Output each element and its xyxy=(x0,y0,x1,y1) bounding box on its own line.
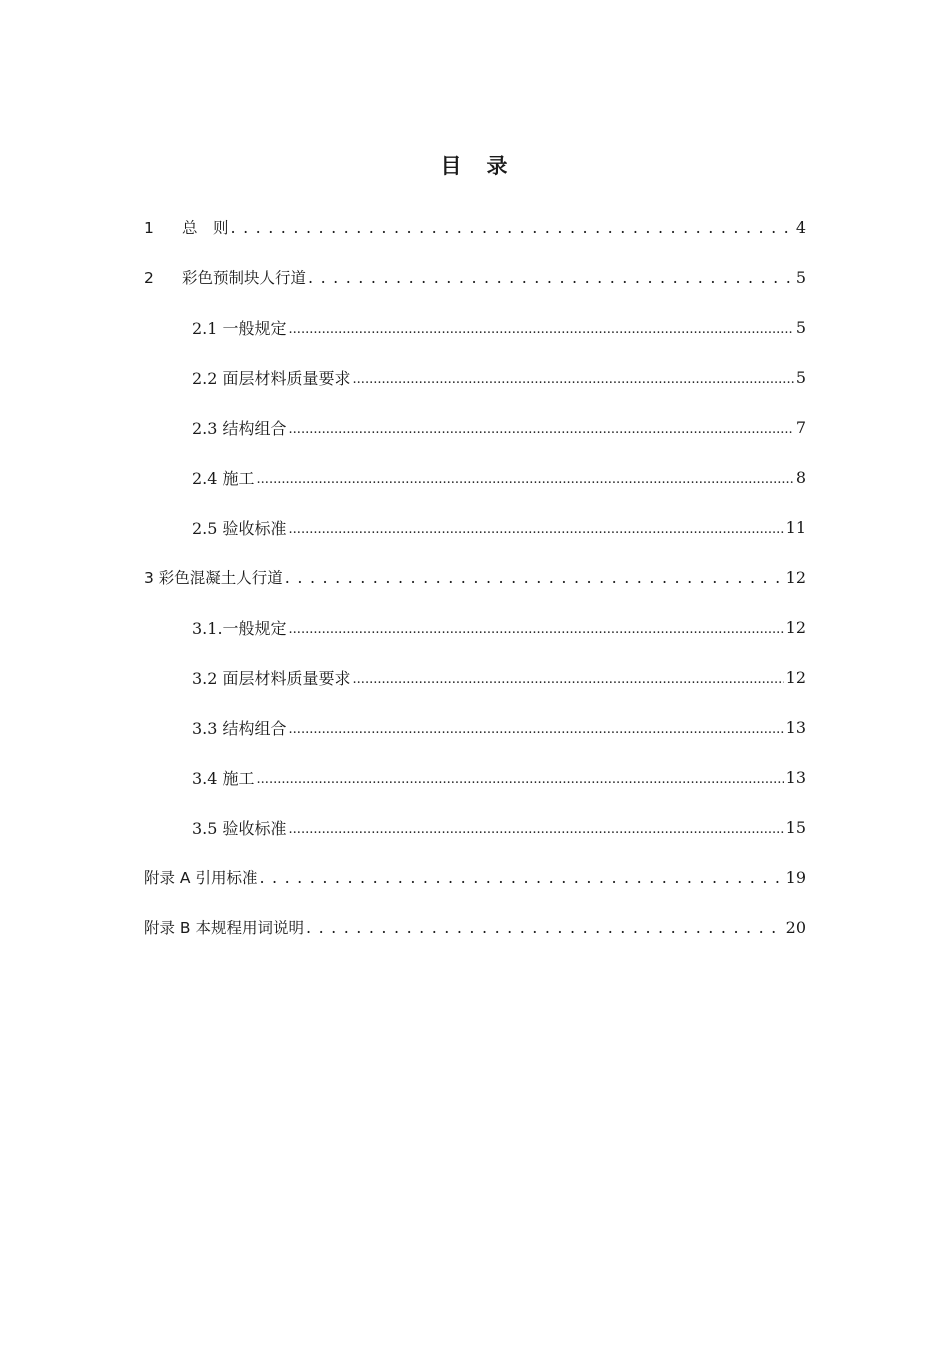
dot-leader xyxy=(289,818,784,837)
toc-entry-page: 15 xyxy=(785,817,806,837)
dot-leader xyxy=(257,468,794,487)
toc-entry-3-4[interactable] xyxy=(144,752,806,802)
dot-leader xyxy=(289,318,794,337)
dot-leader xyxy=(289,418,794,437)
toc-entry-page: 12 xyxy=(785,667,806,687)
toc-entry-appendix-b[interactable] xyxy=(144,902,806,952)
toc-entry-label: 附录 A 引用标准 xyxy=(144,869,258,887)
toc-entry-page: 19 xyxy=(785,867,806,887)
toc-entry-3-2[interactable] xyxy=(144,652,806,702)
toc-entry-2-5[interactable] xyxy=(144,502,806,552)
dot-leader xyxy=(353,368,794,387)
toc-entry-number: 2 xyxy=(144,269,154,287)
toc-entry-label: 3.4 施工 xyxy=(192,768,255,788)
toc-entry-label: 3.2 面层材料质量要求 xyxy=(192,668,351,688)
dot-leader xyxy=(231,218,794,237)
toc-entry-number: 1 xyxy=(144,219,154,237)
toc-entry-2[interactable] xyxy=(144,252,806,302)
toc-entry-1[interactable] xyxy=(144,202,806,252)
toc-entry-label: 3 彩色混凝土人行道 xyxy=(144,569,283,587)
page-title: 目 录 xyxy=(440,154,510,178)
toc-entry-page: 5 xyxy=(795,317,806,337)
toc-entry-page: 7 xyxy=(795,417,806,437)
toc-entry-page: 5 xyxy=(795,367,806,387)
dot-leader xyxy=(289,518,784,537)
toc-entry-label: 3.1.一般规定 xyxy=(192,618,287,638)
dot-leader xyxy=(289,618,784,637)
dot-leader xyxy=(289,718,784,737)
toc-entry-label: 彩色预制块人行道 xyxy=(182,269,307,287)
toc-entry-label: 2.4 施工 xyxy=(192,468,255,488)
toc-entry-3[interactable] xyxy=(144,552,806,602)
toc-entry-3-5[interactable] xyxy=(144,802,806,852)
table-of-contents xyxy=(144,202,806,952)
dot-leader xyxy=(353,668,784,687)
toc-entry-label: 2.1 一般规定 xyxy=(192,318,287,338)
toc-entry-page: 11 xyxy=(785,517,806,537)
toc-entry-page: 4 xyxy=(795,217,806,237)
dot-leader xyxy=(308,268,794,287)
dot-leader xyxy=(259,868,783,887)
toc-entry-page: 5 xyxy=(795,267,806,287)
toc-entry-label: 2.2 面层材料质量要求 xyxy=(192,368,351,388)
toc-entry-page: 13 xyxy=(785,717,806,737)
toc-entry-label: 3.3 结构组合 xyxy=(192,718,287,738)
toc-entry-2-4[interactable] xyxy=(144,452,806,502)
toc-entry-2-3[interactable] xyxy=(144,402,806,452)
toc-entry-label: 3.5 验收标准 xyxy=(192,818,287,838)
toc-entry-label: 附录 B 本规程用词说明 xyxy=(144,919,304,937)
toc-entry-label: 2.3 结构组合 xyxy=(192,418,287,438)
toc-entry-page: 12 xyxy=(785,617,806,637)
toc-entry-label: 2.5 验收标准 xyxy=(192,518,287,538)
dot-leader xyxy=(257,768,784,787)
toc-entry-3-1[interactable] xyxy=(144,602,806,652)
toc-entry-page: 8 xyxy=(795,467,806,487)
toc-entry-3-3[interactable] xyxy=(144,702,806,752)
toc-entry-page: 13 xyxy=(785,767,806,787)
toc-entry-2-2[interactable] xyxy=(144,352,806,402)
toc-entry-page: 12 xyxy=(785,567,806,587)
toc-entry-page: 20 xyxy=(785,917,806,937)
toc-entry-2-1[interactable] xyxy=(144,302,806,352)
toc-entry-label: 总 则 xyxy=(182,219,229,237)
dot-leader xyxy=(306,918,784,937)
dot-leader xyxy=(285,568,784,587)
toc-entry-appendix-a[interactable] xyxy=(144,852,806,902)
